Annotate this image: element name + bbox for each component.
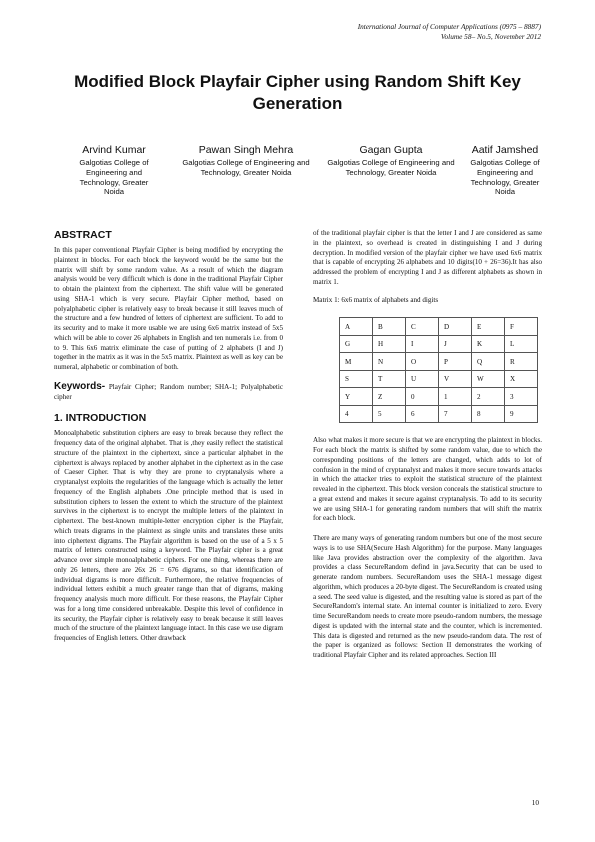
- left-column: [54, 229, 283, 644]
- author-4: [460, 144, 550, 197]
- matrix-row: [340, 353, 538, 371]
- matrix-cell: 6: [406, 405, 439, 423]
- matrix-cell: 7: [439, 405, 472, 423]
- matrix-cell: Y: [340, 388, 373, 406]
- matrix-cell: X: [505, 370, 538, 388]
- introduction-text: Monoalphabetic substitution ciphers are easy to break because they reflect the frequency data of the original alphabet. That is ,they easily reflect the statistical structure of the plaintext in the ciphertext, since a particular alphabet in the ciphertext is always replaced by another alphabet in the ciphertext as in the case of Caeser Cipher. That is why they are prone to cryptanalysis where a cryptanalyst exploits the regularities of the language which is actually the letter frequency of the English alphabets .One principle method that is used in substitution ciphers to lessen the extent to which the structure of the plaintext survives in the ciphertext is to encrypt the multiple letters of the plaintext in ciphertext. The best-known multiple-letter encryption cipher is the Playfair, which treats digrams in the plaintext as single units and translates these units into ciphertext digrams. The Playfair algorithm is based on the use of a 5 x 5 matrix of letters constructed using a keyword. The Playfair cipher is a great advance over simple monoalphabetic ciphers. For one thing, whereas there are only 26 letters, there are 26x 26 = 676 digrams, so that identification of individual digrams is more difficult. Furthermore, the relative frequencies of individual letters exhibit a much greater range than that of digrams, making frequency analysis much more difficult. For these reasons, the Playfair Cipher was for a long time considered unbreakable. Despite this level of confidence in its security, the Playfair cipher is relatively easy to break because it still leaves much of the structure of the plaintext language intact. In this case we use digram frequencies of English letters. Other drawback: [54, 429, 283, 642]
- abstract-text: In this paper conventional Playfair Cipher is being modified by encrypting the plaintext in blocks. For each block the keyword would be the same but the matrix will shift by some random value. As a result of which the diagram analysis would be very difficult which is done in the traditional Playfair Cipher to obtain the plaintext from the ciphertext. The shift value will be generated using SHA-1 which is very secure. Playfair Cipher method, based on polyalphabetic cipher is relatively easy to break because it still leaves much of the structure and a few hundred of letters of ciphertext are sufficient. To add to its security and to make it more usable we are using 6x6 matrix instead of 5x5 which will be able to cover 26 alphabets in English and ten numerals i.e. from 0 to 9. This 6x6 matrix eliminate the case of putting of 2 alphabets (I and J) together in the matrix as it was in the 5x5 matrix. Plaintext as well as key can be numeral, alphabetic or combination of both.: [54, 246, 283, 371]
- page-number: 10: [531, 798, 539, 807]
- paragraph: There are many ways of generating random numbers but one of the most secure ways is to use SHA(Secure Hash Algorithm) for the purpose. Many languages like Java provides abstraction over the complexity of the algorithm. Java provides a class SecureRandom defind in java.Security that can be used to generate random numbers. SecureRandom uses the SHA-1 message digest algorithm, which produces a 20-byte digest. The SecureRandom is created using a seed. The seed value is digested, and the resulting value is stored as part of the SecureRandom's internal state. An internal counter is initialized to zero. Every time SecureRandom needs to create more pseudo-random numbers, the message digest is updated with the internal state and the counter, which is incremented. This data is digested and returned as the new pseudo-random data. The rest of the paper is organized as follows: Section II demonstrates the working of traditional Playfair Cipher and its related approaches. Section III: [313, 534, 542, 659]
- matrix-row: [340, 405, 538, 423]
- author-name: Pawan Singh Mehra: [198, 144, 294, 156]
- right-column: [313, 229, 542, 661]
- matrix-cell: Z: [373, 388, 406, 406]
- matrix-cell: U: [406, 370, 439, 388]
- author-name: Arvind Kumar: [82, 144, 146, 156]
- matrix-cell: 2: [472, 388, 505, 406]
- matrix-cell: N: [373, 353, 406, 371]
- journal-volume: Volume 58– No.5, November 2012: [440, 32, 541, 41]
- keywords-label: Keywords-: [54, 380, 106, 392]
- matrix-cell: R: [505, 353, 538, 371]
- author-name: Aatif Jamshed: [471, 144, 539, 156]
- matrix-cell: E: [472, 318, 505, 336]
- journal-name: International Journal of Computer Applications (0975 – 8887): [357, 22, 541, 31]
- matrix-cell: M: [340, 353, 373, 371]
- matrix-cell: 1: [439, 388, 472, 406]
- matrix-cell: A: [340, 318, 373, 336]
- author-affiliation: Galgotias College of Engineering and Technology, Greater Noida: [79, 158, 149, 197]
- matrix-cell: J: [439, 335, 472, 353]
- matrix-cell: K: [472, 335, 505, 353]
- keywords: [54, 382, 283, 403]
- abstract-heading: ABSTRACT: [54, 229, 112, 241]
- matrix-cell: B: [373, 318, 406, 336]
- matrix-cell: 3: [505, 388, 538, 406]
- matrix-cell: Q: [472, 353, 505, 371]
- matrix-cell: I: [406, 335, 439, 353]
- matrix-cell: P: [439, 353, 472, 371]
- matrix-cell: 4: [340, 405, 373, 423]
- matrix-cell: 5: [373, 405, 406, 423]
- keywords-text: Playfair Cipher; Random number; SHA-1; Polyalphabetic cipher: [54, 382, 283, 401]
- journal-header: [358, 22, 541, 42]
- matrix-cell: G: [340, 335, 373, 353]
- matrix-cell: 9: [505, 405, 538, 423]
- author-3: [325, 144, 457, 178]
- author-name: Gagan Gupta: [359, 144, 423, 156]
- author-affiliation: Galgotias College of Engineering and Technology, Greater Noida: [327, 158, 455, 177]
- matrix-caption: Matrix 1: 6x6 matrix of alphabets and digits: [313, 295, 439, 304]
- author-affiliation: Galgotias College of Engineering and Technology, Greater Noida: [470, 158, 540, 197]
- paragraph: of the traditional playfair cipher is that the letter I and J are considered as same in the plaintext, so overhead is created in distinguishing I and J during decryption. In modified version of the playfair cipher we have used 6x6 matrix that is capable of encrypting 26 alphabets and 10 digits(10 + 26=36).It has also addressed the problem of encrypting I and J as different alphabets as shown in matrix 1.: [313, 229, 542, 286]
- matrix-row: [340, 370, 538, 388]
- author-1: [54, 144, 174, 197]
- matrix-cell: V: [439, 370, 472, 388]
- matrix-cell: D: [439, 318, 472, 336]
- matrix-row: [340, 388, 538, 406]
- matrix-cell: O: [406, 353, 439, 371]
- matrix-cell: 0: [406, 388, 439, 406]
- matrix-row: [340, 335, 538, 353]
- author-2: [180, 144, 312, 178]
- matrix-cell: S: [340, 370, 373, 388]
- paragraph: Also what makes it more secure is that we are encrypting the plaintext in blocks. For each block the matrix is shifted by some random value, due to which the corresponding positions of the letters are changed, which adds to lot of confusion in the mind of cryptanalyst and makes it more secure towards attacks in which the attacker tries to exploit the statistical structure of the plaintext revealed in the ciphertext. This block version conceals the statistical structure to a great extend and makes it secure against cryptanalysis. To add to its security we are using SHA-1 for generating random numbers that will shift the matrix for each block.: [313, 436, 542, 523]
- matrix-cell: W: [472, 370, 505, 388]
- matrix-table: [339, 317, 538, 423]
- matrix-cell: H: [373, 335, 406, 353]
- matrix-cell: L: [505, 335, 538, 353]
- paper-title: Modified Block Playfair Cipher using Random Shift Key Generation: [74, 72, 521, 113]
- matrix-cell: F: [505, 318, 538, 336]
- matrix-cell: T: [373, 370, 406, 388]
- introduction-heading: 1. INTRODUCTION: [54, 412, 147, 425]
- matrix-row: [340, 318, 538, 336]
- matrix-cell: C: [406, 318, 439, 336]
- matrix-cell: 8: [472, 405, 505, 423]
- author-affiliation: Galgotias College of Engineering and Technology, Greater Noida: [182, 158, 310, 177]
